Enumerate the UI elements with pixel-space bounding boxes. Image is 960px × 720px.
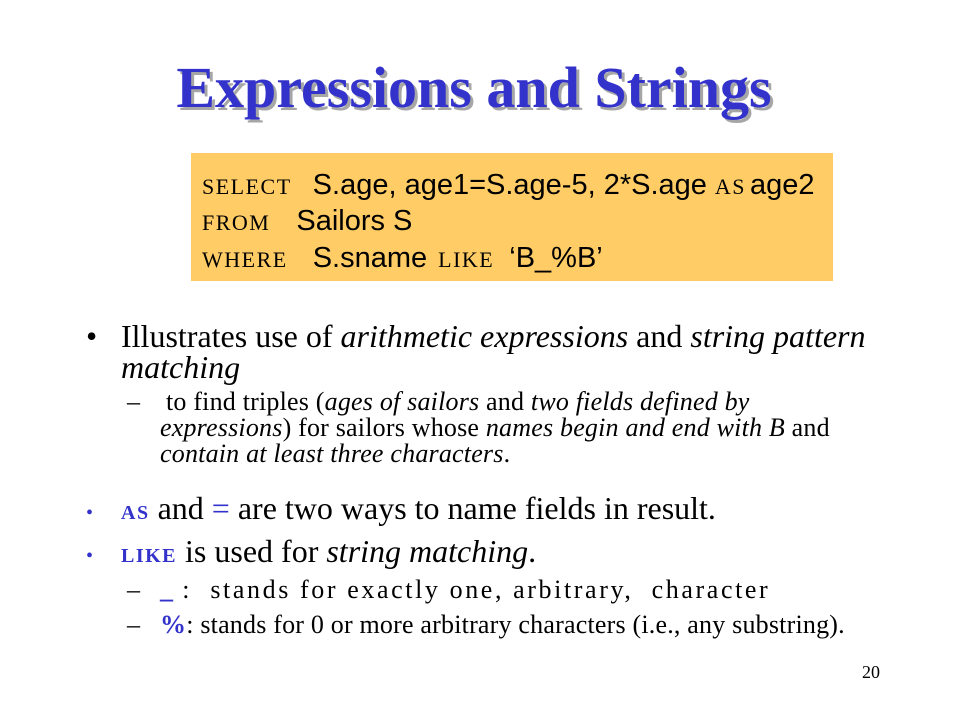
emphasis-text: arithmetic expressions <box>340 318 629 354</box>
bullet-item-1 <box>86 318 881 385</box>
text-run: ) for sailors whose <box>282 413 486 442</box>
sql-keyword-like: LIKE <box>438 247 495 272</box>
text-run: . <box>503 439 511 468</box>
sub-bullet-text <box>160 389 870 467</box>
text-run: and <box>149 490 212 526</box>
sql-column: S.sname <box>312 242 428 274</box>
sub-bullet-item-2 <box>127 577 870 603</box>
sql-keyword-from: FROM <box>202 210 271 235</box>
bullet-text <box>121 533 881 572</box>
sub-bullet-text <box>160 612 870 638</box>
text-run: : stands for 0 or more arbitrary characters (i.e., any substring). <box>186 610 845 639</box>
dash-marker: – <box>127 575 140 604</box>
wildcard-symbol: % <box>160 610 187 639</box>
sql-from-clause <box>202 203 412 241</box>
emphasis-text: string pattern matching <box>121 318 866 385</box>
emphasis-text: string matching <box>326 533 529 569</box>
emphasis-text: names begin and end with B <box>485 413 785 442</box>
slide-title: Expressions and Strings <box>176 55 772 120</box>
sql-query-box <box>191 153 833 281</box>
dash-marker: – <box>127 387 140 416</box>
sql-select-clause <box>202 167 815 205</box>
bullet-item-2 <box>86 490 881 529</box>
text-run: and <box>784 413 830 442</box>
text-run: to find triples ( <box>166 387 325 416</box>
emphasis-text: two fields defined by expressions <box>160 387 750 442</box>
text-run: is used for <box>177 533 327 569</box>
sql-select-expression: S.age, age1=S.age-5, 2*S.age <box>312 169 707 201</box>
emphasis-text: ages of sailors <box>324 387 480 416</box>
keyword-symbol: = <box>211 490 230 526</box>
sub-bullet-item-1 <box>127 389 870 467</box>
text-run: Illustrates use of <box>121 318 341 354</box>
text-run: are two ways to name fields in result. <box>229 490 716 526</box>
text-run: and <box>479 387 531 416</box>
bullet-text <box>121 490 881 529</box>
bullet-marker: • <box>86 318 98 354</box>
sub-bullet-text <box>160 577 870 603</box>
text-run: and <box>628 318 691 354</box>
sql-pattern: ‘B_%B’ <box>509 242 603 274</box>
sql-where-clause <box>202 240 603 278</box>
sql-relation: Sailors S <box>296 205 413 237</box>
bullet-item-3 <box>86 533 881 572</box>
bullet-text <box>121 318 881 385</box>
wildcard-symbol: _ <box>160 575 174 604</box>
bullet-marker: • <box>86 502 94 524</box>
sub-bullet-item-3 <box>127 612 870 638</box>
keyword-text: LIKE <box>121 545 178 567</box>
bullet-marker: • <box>86 545 94 567</box>
sql-keyword-select: SELECT <box>202 174 292 199</box>
dash-marker: – <box>127 610 140 639</box>
sql-keyword-where: WHERE <box>202 247 288 272</box>
sql-keyword-as: AS <box>714 174 747 199</box>
keyword-text: AS <box>121 502 150 524</box>
page-number: 20 <box>862 662 880 682</box>
text-run: . <box>528 533 537 569</box>
text-run: : stands for exactly one, arbitrary, character <box>173 575 771 604</box>
emphasis-text: contain at least three characters <box>160 439 504 468</box>
sql-alias: age2 <box>750 169 815 201</box>
